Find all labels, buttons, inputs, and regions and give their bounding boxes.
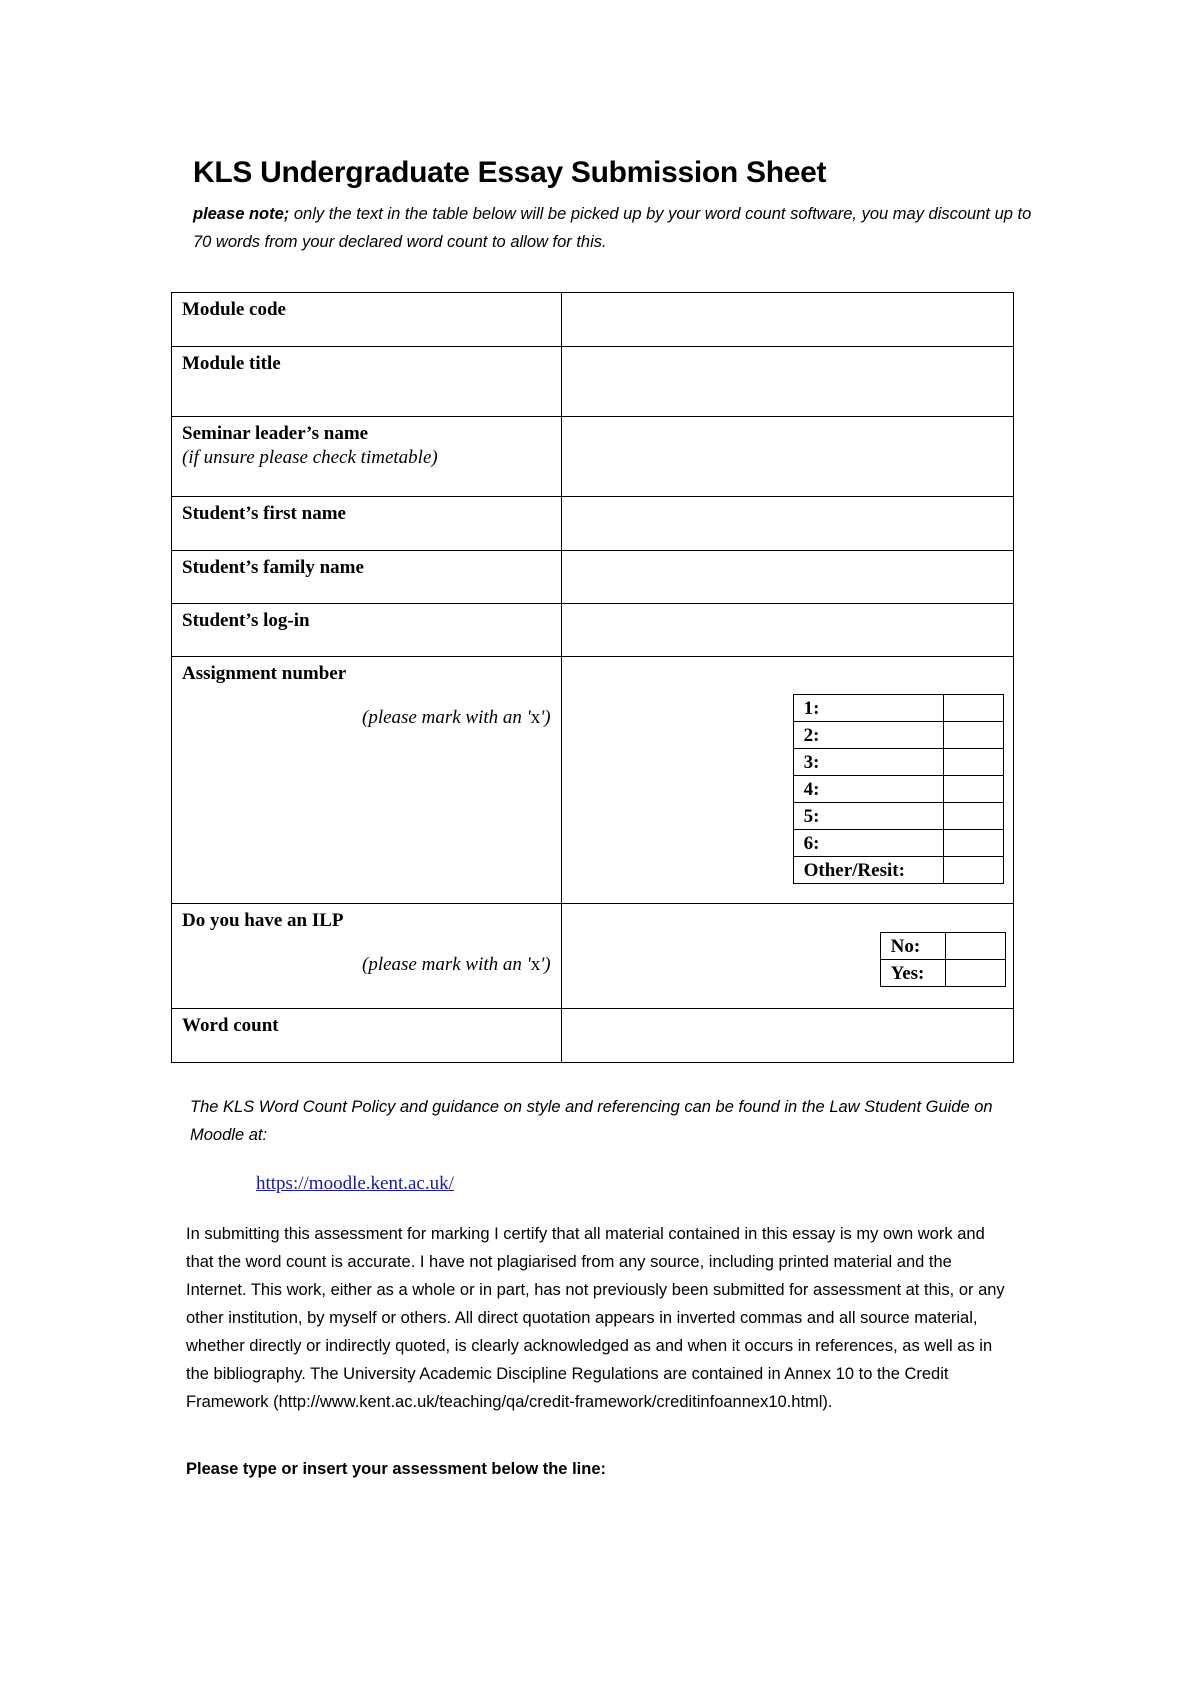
assignment-row (793, 857, 1003, 884)
seminar-leader-label: Seminar leader’s name (182, 423, 369, 444)
module-code-field[interactable] (561, 293, 1013, 347)
assignment-number-field (561, 657, 1013, 904)
assignment-row (793, 749, 1003, 776)
assignment-choices-table (793, 694, 1004, 884)
guidance-text: The KLS Word Count Policy and guidance on style and referencing can be found in the Law Student Guide on Moodle at: (190, 1098, 993, 1144)
ilp-cell (172, 904, 562, 1009)
row-first-name (172, 497, 1014, 551)
assignment-option-label: 2: (793, 722, 943, 749)
note-text: only the text in the table below will be picked up by your word count software, you may discount up to 70 words from your declared word count to allow for this. (193, 205, 1032, 251)
row-module-code (172, 293, 1014, 347)
seminar-leader-cell (172, 417, 562, 497)
row-word-count (172, 1009, 1014, 1063)
assignment-row (793, 776, 1003, 803)
first-name-label: Student’s first name (172, 497, 562, 551)
word-count-note (193, 200, 1033, 256)
moodle-link[interactable]: https://moodle.kent.ac.uk/ (256, 1173, 454, 1194)
page-title: KLS Undergraduate Essay Submission Sheet (193, 156, 827, 189)
assignment-option-label: Other/Resit: (793, 857, 943, 884)
seminar-leader-field[interactable] (561, 417, 1013, 497)
assignment-option-label: 6: (793, 830, 943, 857)
assignment-option-checkbox[interactable] (943, 776, 1003, 803)
family-name-label: Student’s family name (172, 551, 562, 604)
seminar-leader-hint: (if unsure please check timetable) (182, 447, 438, 468)
row-module-title (172, 347, 1014, 417)
assignment-row (793, 722, 1003, 749)
assignment-option-checkbox[interactable] (943, 695, 1003, 722)
assignment-option-label: 3: (793, 749, 943, 776)
assignment-option-label: 5: (793, 803, 943, 830)
note-lead: please note; (193, 205, 290, 223)
first-name-field[interactable] (561, 497, 1013, 551)
assignment-option-checkbox[interactable] (943, 803, 1003, 830)
assignment-number-label: Assignment number (182, 663, 347, 684)
ilp-option-checkbox[interactable] (945, 933, 1005, 960)
assignment-mark-hint: (please mark with an 'x') (362, 707, 551, 728)
module-title-field[interactable] (561, 347, 1013, 417)
ilp-mark-hint: (please mark with an 'x') (362, 954, 551, 975)
assignment-row (793, 695, 1003, 722)
assignment-row (793, 803, 1003, 830)
ilp-row (880, 933, 1005, 960)
assignment-row (793, 830, 1003, 857)
assignment-option-label: 1: (793, 695, 943, 722)
ilp-option-checkbox[interactable] (945, 960, 1005, 987)
row-ilp (172, 904, 1014, 1009)
module-title-label: Module title (172, 347, 562, 417)
ilp-row (880, 960, 1005, 987)
module-code-label: Module code (172, 293, 562, 347)
ilp-option-label: Yes: (880, 960, 945, 987)
assessment-instruction: Please type or insert your assessment below the line: (186, 1460, 606, 1478)
row-family-name (172, 551, 1014, 604)
declaration-paragraph: In submitting this assessment for marking I certify that all material contained in this essay is my own work and that the word count is accurate. I have not plagiarised from any source, including printed material and the Internet. This work, either as a whole or in part, has not previously been submitted for assessment at this, or any other institution, by myself or others. All direct quotation appears in inverted commas and all source material, whether directly or indirectly quoted, is clearly acknowledged as and when it occurs in references, as well as in the bibliography. The University Academic Discipline Regulations are contained in Annex 10 to the Credit Framework (http://www.kent.ac.uk/teaching/qa/credit-framework/creditinfoannex10.html). (186, 1225, 1005, 1411)
assignment-option-checkbox[interactable] (943, 830, 1003, 857)
ilp-option-label: No: (880, 933, 945, 960)
assignment-number-cell (172, 657, 562, 904)
ilp-choices-table (880, 932, 1006, 987)
submission-form-table (171, 292, 1014, 1063)
assignment-option-label: 4: (793, 776, 943, 803)
assignment-option-checkbox[interactable] (943, 857, 1003, 884)
assignment-option-checkbox[interactable] (943, 749, 1003, 776)
family-name-field[interactable] (561, 551, 1013, 604)
word-count-field[interactable] (561, 1009, 1013, 1063)
ilp-field (561, 904, 1013, 1009)
ilp-label: Do you have an ILP (182, 910, 344, 931)
login-label: Student’s log-in (172, 604, 562, 657)
word-count-label: Word count (172, 1009, 562, 1063)
login-field[interactable] (561, 604, 1013, 657)
assignment-option-checkbox[interactable] (943, 722, 1003, 749)
row-assignment-number (172, 657, 1014, 904)
row-seminar-leader (172, 417, 1014, 497)
row-login (172, 604, 1014, 657)
